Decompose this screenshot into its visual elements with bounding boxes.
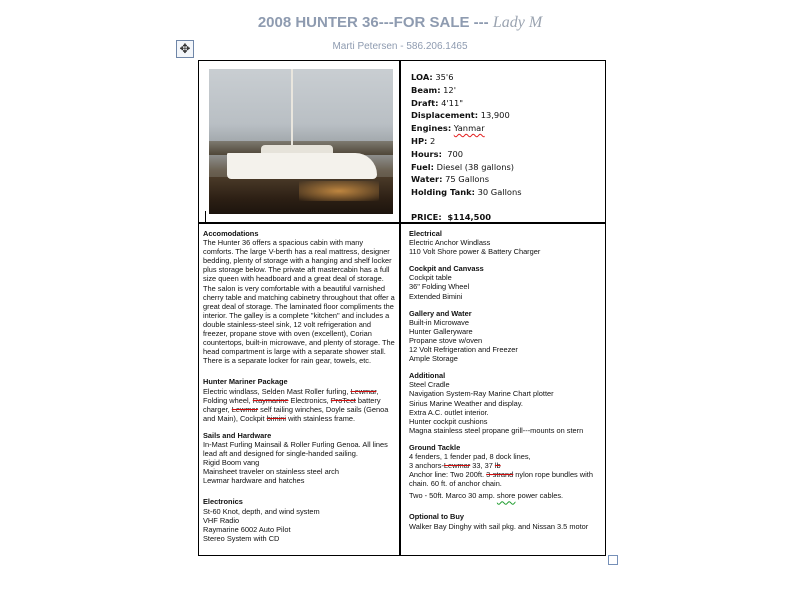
list-item: Walker Bay Dinghy with sail pkg. and Nissan 3.5 motor bbox=[409, 521, 589, 531]
resize-handle-icon[interactable] bbox=[608, 555, 618, 565]
list-item: Extra A.C. outlet interior. bbox=[409, 407, 489, 417]
section-electrical bbox=[409, 229, 605, 256]
list-item: In-Mast Furling Mainsail & Roller Furling Genoa. All lines lead aft and designed for single-handed sailing. bbox=[203, 439, 388, 459]
section-body: The Hunter 36 offers a spacious cabin with many comforts. The large V-berth has a real mattress, designer bedding, plenty of storage with a hanging and shelf locker plus storage below. The private aft mastercabin has a full size queen with headboard and a great deal of storage. The salon is very comfortable with a beautiful varnished cherry table and matching cabinetry throughout that offer a great deal of storage. The laminated floor compliments the interior. The galley is a complete "kitchen" and includes a double stainless-steel sink, 12 volt refrigeration and freezer, propane stove with oven (excellent), Corian countertops, built-in microwave, and plenty of storage. The head compartment is large with a separate shower stall. There is a separate locker for rain gear, towels, etc. bbox=[203, 238, 395, 366]
section-accommodations bbox=[203, 229, 395, 365]
section-body: Electric windlass, Selden Mast Roller furling, Lewmar, Folding wheel, Raymarine Electronics, ProTect battery charger, Lewmar self tailing winches, Doyle sails (Genoa and Main), Cockpit bimini with stainless frame. bbox=[203, 386, 389, 423]
spec-hours: Hours: 700 bbox=[411, 148, 464, 159]
listing-table bbox=[198, 60, 606, 556]
table-divider-vertical bbox=[399, 61, 401, 555]
spec-draft: Draft: 4'11" bbox=[411, 97, 464, 108]
list-item: 36" Folding Wheel bbox=[409, 282, 470, 292]
section-hunter-mariner bbox=[203, 377, 395, 422]
list-item: VHF Radio bbox=[203, 515, 240, 525]
section-sails-hardware bbox=[203, 431, 395, 486]
section-heading: Ground Tackle bbox=[409, 442, 461, 452]
list-item: Propane stove w/oven bbox=[409, 335, 483, 345]
text-cursor bbox=[205, 211, 206, 223]
list-item: Sirius Marine Weather and display. bbox=[409, 398, 523, 408]
section-heading: Optional to Buy bbox=[409, 512, 465, 522]
list-item: 4 fenders, 1 fender pad, 8 dock lines, bbox=[409, 451, 531, 461]
list-item: Two - 50ft. Marco 30 amp. shore power cables. bbox=[409, 491, 564, 501]
section-heading: Accomodations bbox=[203, 229, 259, 238]
features-right-column bbox=[409, 229, 605, 539]
section-heading: Hunter Mariner Package bbox=[203, 377, 288, 387]
spec-water: Water: 75 Gallons bbox=[411, 174, 490, 185]
spec-engines: Engines: Yanmar bbox=[411, 123, 485, 134]
list-item: 12 Volt Refrigeration and Freezer bbox=[409, 345, 518, 355]
list-item: Hunter Galleryware bbox=[409, 326, 473, 336]
section-heading: Electronics bbox=[203, 497, 243, 507]
section-heading: Cockpit and Canvass bbox=[409, 264, 484, 274]
list-item: St-60 Knot, depth, and wind system bbox=[203, 506, 320, 516]
title-main: 2008 HUNTER 36---FOR SALE --- bbox=[257, 14, 489, 31]
page-title bbox=[0, 14, 800, 32]
specs-list bbox=[411, 71, 601, 224]
section-heading: Electrical bbox=[409, 229, 442, 238]
list-item: Mainsheet traveler on stainless steel arch bbox=[203, 467, 339, 477]
list-item: Raymarine 6002 Auto Pilot bbox=[203, 524, 291, 534]
section-heading: Gallery and Water bbox=[409, 308, 472, 318]
list-item: Navigation System-Ray Marine Chart plotter bbox=[409, 389, 554, 399]
list-item: Ample Storage bbox=[409, 354, 458, 364]
list-item: Cockpit table bbox=[409, 273, 452, 283]
spec-displacement: Displacement: 13,900 bbox=[411, 110, 510, 121]
spec-hp: HP: 2 bbox=[411, 135, 436, 146]
list-item: Anchor line: Two 200ft. 3-strand nylon rope bundles with chain. 60 ft. of anchor chain. bbox=[409, 470, 593, 489]
section-optional bbox=[409, 512, 605, 530]
section-ground-tackle bbox=[409, 443, 605, 501]
section-heading: Additional bbox=[409, 371, 446, 381]
list-item: Extended Bimini bbox=[409, 291, 463, 301]
section-electronics bbox=[203, 497, 395, 542]
list-item: 3 anchors-Lewmar 33, 37 lb bbox=[409, 461, 501, 471]
list-item: 110 Volt Shore power & Battery Charger bbox=[409, 247, 541, 257]
list-item: Stereo System with CD bbox=[203, 533, 280, 543]
spec-beam: Beam: 12' bbox=[411, 84, 456, 95]
contact-line: Marti Petersen - 586.206.1465 bbox=[332, 41, 468, 52]
section-galley bbox=[409, 309, 605, 364]
list-item: Magna stainless steel propane grill---mounts on stern bbox=[409, 425, 584, 435]
spec-holding-tank: Holding Tank: 30 Gallons bbox=[411, 187, 522, 198]
section-cockpit bbox=[409, 264, 605, 300]
features-left-column bbox=[203, 229, 395, 551]
list-item: Steel Cradle bbox=[409, 380, 450, 390]
boat-photo bbox=[209, 69, 393, 214]
spec-price: PRICE: $114,500 bbox=[411, 211, 491, 222]
move-arrows-icon[interactable]: ✥ bbox=[176, 40, 194, 58]
section-additional bbox=[409, 371, 605, 435]
list-item: Built-in Microwave bbox=[409, 317, 469, 327]
section-heading: Sails and Hardware bbox=[203, 430, 272, 440]
list-item: Electric Anchor Windlass bbox=[409, 238, 491, 248]
list-item: Hunter cockpit cushions bbox=[409, 416, 488, 426]
boat-name: Lady M bbox=[492, 14, 543, 31]
list-item: Lewmar hardware and hatches bbox=[203, 476, 305, 486]
spec-fuel: Fuel: Diesel (38 gallons) bbox=[411, 161, 515, 172]
list-item: Rigid Boom vang bbox=[203, 458, 260, 468]
spec-loa: LOA: 35'6 bbox=[411, 72, 454, 82]
